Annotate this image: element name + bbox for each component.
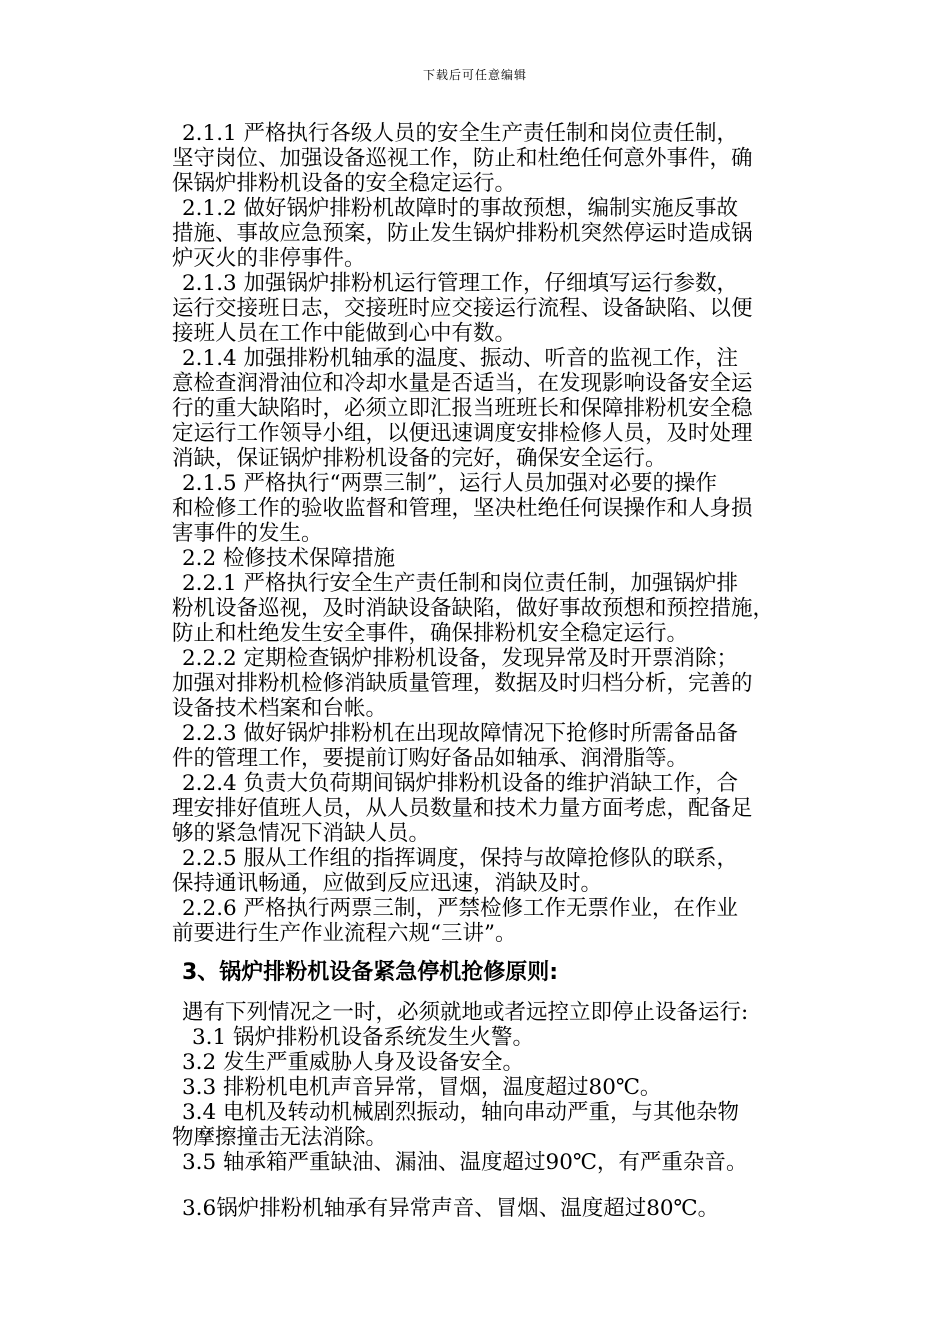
text-line: 保锅炉排粉机设备的安全稳定运行。 [172, 171, 517, 196]
text-line: 3.6锅炉排粉机轴承有异常声音、冒烟、温度超过80℃。 [182, 1196, 720, 1221]
text-line: 措施、事故应急预案，防止发生锅炉排粉机突然停运时造成锅 [172, 221, 753, 246]
text-line: 3.5 轴承箱严重缺油、漏油、温度超过90℃，有严重杂音。 [182, 1150, 748, 1175]
text-line: 消缺，保证锅炉排粉机设备的完好，确保安全运行。 [172, 446, 667, 471]
text-line: 粉机设备巡视，及时消缺设备缺陷，做好事故预想和预控措施， [172, 596, 775, 621]
text-line: 定运行工作领导小组，以便迅速调度安排检修人员，及时处理 [172, 421, 753, 446]
text-line: 2.2.4 负责大负荷期间锅炉排粉机设备的维护消缺工作，合 [182, 771, 739, 796]
text-line: 件的管理工作，要提前订购好备品如轴承、润滑脂等。 [172, 746, 689, 771]
text-line: 炉灭火的非停事件。 [172, 246, 366, 271]
text-line: 2.2.6 严格执行两票三制，严禁检修工作无票作业，在作业 [182, 896, 739, 921]
text-line: 2.1.3 加强锅炉排粉机运行管理工作，仔细填写运行参数， [182, 271, 739, 296]
text-line: 加强对排粉机检修消缺质量管理，数据及时归档分析，完善的 [172, 671, 753, 696]
text-line: 物摩擦撞击无法消除。 [172, 1125, 388, 1150]
text-line: 保持通讯畅通，应做到反应迅速，消缺及时。 [172, 871, 603, 896]
text-line: 2.1.1 严格执行各级人员的安全生产责任制和岗位责任制， [182, 121, 739, 146]
text-line: 2.2.3 做好锅炉排粉机在出现故障情况下抢修时所需备品备 [182, 721, 739, 746]
text-line: 遇有下列情况之一时，必须就地或者远控立即停止设备运行: [182, 1000, 749, 1025]
text-line: 运行交接班日志，交接班时应交接运行流程、设备缺陷、以便 [172, 296, 753, 321]
text-line: 接班人员在工作中能做到心中有数。 [172, 321, 517, 346]
text-line: 3.2 发生严重威胁人身及设备安全。 [182, 1050, 525, 1075]
text-line: 意检查润滑油位和冷却水量是否适当，在发现影响设备安全运 [172, 371, 753, 396]
text-line: 3.1 锅炉排粉机设备系统发生火警。 [192, 1025, 535, 1050]
text-line: 害事件的发生。 [172, 521, 323, 546]
text-line: 2.1.4 加强排粉机轴承的温度、振动、听音的监视工作，注 [182, 346, 739, 371]
text-line: 行的重大缺陷时，必须立即汇报当班班长和保障排粉机安全稳 [172, 396, 753, 421]
page-header-note: 下载后可任意编辑 [422, 68, 527, 82]
text-line: 防止和杜绝发生安全事件，确保排粉机安全稳定运行。 [172, 621, 689, 646]
text-line: 2.1.2 做好锅炉排粉机故障时的事故预想，编制实施反事故 [182, 196, 739, 221]
text-line: 3.4 电机及转动机械剧烈振动，轴向串动严重，与其他杂物 [182, 1100, 740, 1125]
text-line: 2.2.2 定期检查锅炉排粉机设备，发现异常及时开票消除； [182, 646, 739, 671]
text-line: 3.3 排粉机电机声音异常，冒烟，温度超过80℃。 [182, 1075, 662, 1100]
text-line: 坚守岗位、加强设备巡视工作，防止和杜绝任何意外事件，确 [172, 146, 753, 171]
section-subheading: 2.2 检修技术保障措施 [182, 546, 396, 571]
text-line: 和检修工作的验收监督和管理，坚决杜绝任何误操作和人身损 [172, 496, 753, 521]
text-line: 设备技术档案和台帐。 [172, 696, 388, 721]
text-line: 理安排好值班人员，从人员数量和技术力量方面考虑，配备足 [172, 796, 753, 821]
text-line: 前要进行生产作业流程六规“三讲”。 [172, 921, 517, 946]
text-line: 2.2.5 服从工作组的指挥调度，保持与故障抢修队的联系， [182, 846, 739, 871]
section-heading: 3、锅炉排粉机设备紧急停机抢修原则: [182, 960, 559, 985]
text-line: 够的紧急情况下消缺人员。 [172, 821, 431, 846]
text-line: 2.2.1 严格执行安全生产责任制和岗位责任制，加强锅炉排 [182, 571, 739, 596]
text-line: 2.1.5 严格执行“两票三制”，运行人员加强对必要的操作 [182, 471, 718, 496]
